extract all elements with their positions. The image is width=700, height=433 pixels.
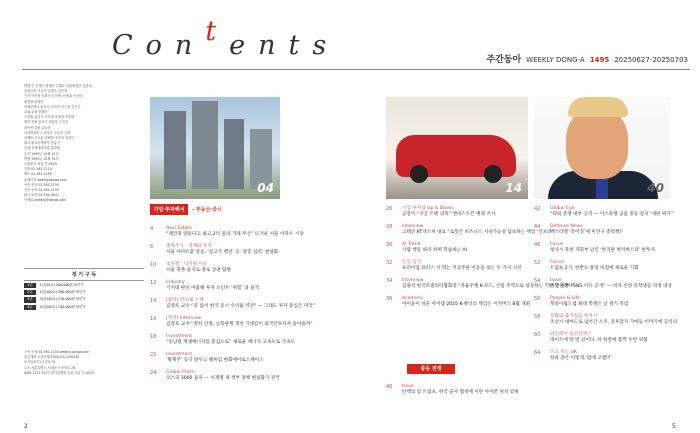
contents-entry[interactable] — [386, 260, 528, 272]
entry-headline: 공장이 “구글 트렌 의혹” 엔비스트픈 변경 조사 — [402, 212, 496, 217]
entry-page: 44 — [534, 224, 541, 230]
contents-entry[interactable] — [150, 352, 378, 364]
credit-line: 주소 서울특별시 서대문구 충정로 29 — [24, 365, 76, 370]
credit-line: 등록 1995년 12월 13일 — [24, 151, 59, 156]
entry-headline: 서울 북촌·을지로·종로 상권 탐방 — [166, 268, 231, 273]
cover-photo-apartments[interactable] — [150, 97, 280, 199]
credit-line: 광고 광고마케팅부 강흥구 — [24, 141, 60, 146]
credits-block — [24, 84, 144, 204]
credit-line: 등록번호 서울 가-0525 — [24, 162, 57, 167]
credit-line: ISSN 1227-2477 정기간행물 등록 서울 가-0525 — [24, 370, 94, 375]
issue-dates: 20250627-20250703 — [614, 56, 688, 64]
credit-line: 발행 1995년 12월 31일 — [24, 156, 59, 161]
contents-entry[interactable] — [534, 260, 676, 272]
entry-category: [정석] Interview — [166, 316, 202, 321]
credit-line: 구독 문의 02-361-1150 — [24, 188, 59, 193]
subscription-tag: 2년 — [24, 290, 36, 295]
entry-category: 초연결 · 디지털 이슈 — [166, 262, 208, 267]
entry-headline: 미국 정부 “SNS 이유 공개” — 비자 신청 유학생들 리정 대상 — [550, 284, 672, 289]
contents-entry[interactable] — [386, 384, 528, 396]
entry-category: 기업 투자업 Up & Down — [402, 206, 453, 211]
entry-page: 60 — [534, 332, 541, 338]
entry-category: 쓰고 먹는 UK — [550, 350, 578, 355]
entry-category: 돈의 심리 — [402, 260, 422, 265]
entry-headline: 김정호 교수 “정치 안정, 남북관계 개선 기대감이 외국인투자자 돌아올까” — [166, 322, 313, 327]
credit-line: 제작 지원 홍보기 최상봉 주진성 — [24, 120, 69, 125]
tower-shape — [164, 111, 186, 189]
entry-page: 18 — [150, 334, 157, 340]
entry-page: 54 — [534, 278, 541, 284]
contents-column-3 — [534, 206, 676, 368]
entry-category: Real Estate — [166, 226, 192, 231]
subscription-title: 정 기 구 독 — [24, 269, 144, 281]
entry-headline: 프리미엄 프러스 시 먹는 키코주관 이동을 보는 두 가지 시선 — [402, 266, 522, 271]
entry-page: 6 — [150, 244, 154, 250]
contents-entry[interactable] — [386, 296, 531, 308]
contents-entry[interactable] — [534, 332, 676, 344]
contents-entry[interactable] — [150, 316, 378, 328]
contents-column-2b — [386, 384, 528, 402]
credit-line: 독자 문의 02-361-1150 — [24, 182, 59, 187]
entry-page: 34 — [386, 278, 393, 284]
feature-tag: 중동 전쟁 — [407, 364, 455, 374]
entry-headline: 한와 같은 이렇게 ‘럼에 고랩이’ — [550, 356, 613, 361]
credit-line: 디지털플러스 정다운 구효진 김현 — [24, 130, 71, 135]
contents-entry[interactable] — [386, 242, 528, 254]
subscription-rows — [24, 283, 144, 310]
entry-category: Global Eye — [550, 206, 575, 211]
credit-line: 교열 교열 한혜진 — [24, 110, 48, 115]
entry-page: 56 — [534, 296, 541, 302]
contents-entry[interactable] — [150, 280, 378, 292]
photo-page-number: 14 — [505, 181, 522, 195]
credit-line: 홈페이지 weekly.donga.com — [24, 177, 67, 182]
wheel-shape — [484, 165, 502, 183]
entry-category: Global Prism — [166, 370, 195, 375]
entry-headline: “재건축 앞둔다고 최고 2억 올라 거래 무산” 뜨거운 서울 아파트 시장 — [166, 232, 304, 237]
subscription-box — [24, 268, 144, 312]
header-rule — [22, 69, 690, 70]
entry-headline: 김용석 한국모빌리티협회장 “자율주행 K-모드, 산업 주역으로 성장하는 기반 만들겠다” — [402, 284, 575, 289]
contents-entry[interactable] — [150, 370, 378, 382]
photo-page-number: 04 — [257, 181, 274, 195]
credit-line: 입금계좌 우리은행 1005-101-200200 — [24, 355, 80, 360]
contents-entry[interactable] — [386, 206, 528, 218]
contents-entry[interactable] — [534, 296, 676, 308]
entry-category: Interview — [402, 278, 424, 283]
entry-page: 40 — [386, 384, 393, 390]
tower-shape — [192, 101, 218, 189]
subscription-text: 4년(200호) 740,000원 할인가 — [39, 304, 86, 309]
entry-headline: “동남권 재생에너지를 중심으로” 새로운 에너지 고속도로 가속도 — [166, 340, 295, 345]
credit-line: 구독 신청 02-361-1150 weekly.donga.com — [24, 350, 90, 354]
contents-entry[interactable] — [150, 298, 378, 310]
entry-category: People & Life — [550, 296, 581, 301]
entry-headline: 탄핵의 암 트럼프, 한국 군사 협정에 이란 아이폰 위치 맞혀 — [402, 390, 519, 395]
credit-line: 동아일보사 (주간동아) — [24, 360, 56, 365]
section-label: 기업·투자백서 — [153, 207, 185, 213]
entry-category: Issue — [402, 384, 414, 389]
subscription-text: 2년(100호) 390,000원 할인가 — [39, 290, 86, 295]
contents-entry[interactable] — [534, 242, 676, 254]
contents-entry[interactable] — [150, 334, 378, 346]
credit-line: 이메일 weekly@donga.com — [24, 198, 67, 203]
entry-category: 와인레이 와인년첵스 — [550, 332, 592, 337]
subscription-tag: 1년 — [24, 283, 36, 288]
entry-category: Focus — [550, 242, 564, 247]
entry-headline: 기지대 판단 미흡해 투자 포인트 ‘위험’ 과 실적 — [166, 286, 260, 291]
page-folio-left: 2 — [24, 423, 28, 430]
entry-category: Defense News — [550, 224, 583, 229]
credit-line: 라이팅 출판 홍다운 — [24, 125, 51, 130]
subscription-tag: 3년 — [24, 297, 36, 302]
entry-page: 28 — [386, 224, 393, 230]
subscription-text: 1년(50호) 200,000원 할인가 — [39, 283, 84, 287]
subscription-row — [24, 297, 144, 302]
entry-headline: 청사시 북한 지휘부 날린 ‘한국판 벙커버스터’ 현무-5 — [550, 248, 656, 253]
credit-line: 팩스 02-361-1192 — [24, 172, 52, 177]
car-shape — [396, 135, 516, 177]
entry-category: Industry — [166, 280, 185, 285]
entry-category: 종목주식 · 경제와 투자 — [166, 244, 212, 249]
entry-headline: 아이돌이 바꾼 아이템 2025 K-뷰티의 핵심은 이커머스 8월 개최 — [402, 302, 531, 307]
section-sublabel: - 부동산·증시 — [192, 207, 222, 213]
contents-entry[interactable] — [534, 350, 676, 362]
subscription-tag: 4년 — [24, 305, 36, 310]
cover-photo-robotaxi[interactable] — [386, 97, 528, 199]
page-folio-right: 5 — [672, 423, 676, 430]
contents-entry[interactable] — [150, 226, 378, 238]
entry-page: 4 — [150, 226, 154, 232]
credit-line: 최진렬 최정민 — [24, 99, 44, 104]
credit-line: 발행 인 김재호 발행인 김재호 출판편집인 김종희 — [24, 84, 92, 88]
entry-headline: 이스라엘 ‘라이징’에 미연구 총력책? — [550, 230, 622, 235]
photo-page-number: 40 — [647, 181, 664, 195]
brand-name: 주간동아 — [486, 55, 522, 65]
entry-category: AI Trend — [402, 242, 421, 247]
entry-page: 42 — [534, 206, 541, 212]
edition-name: WEEKLY DONG-A — [526, 56, 585, 64]
credit-line: 마케팅 신우중 전혜영 조인서 장상이 — [24, 136, 75, 141]
entry-headline: 서울 아파트값 상승, ‘신고가 행진’ 등 ‘갈증 심리’ 현실화 — [166, 250, 279, 255]
entry-page: 24 — [150, 370, 157, 376]
cover-photo-portrait[interactable] — [534, 97, 670, 199]
credit-line: 출판국장 이주연 콘텐츠 김은경 — [24, 89, 68, 94]
contents-title: Contents — [112, 16, 340, 61]
entry-page: 36 — [386, 296, 393, 302]
entry-headline: 트럼프 2기, 한반도 통일 비전에 새로운 기회 — [550, 266, 639, 271]
contents-entry[interactable] — [150, 262, 378, 274]
entry-page: 22 — [150, 352, 157, 358]
entry-category: Investment — [166, 352, 193, 357]
credit-line: 미래콘텐츠 최지선 디자인 이주현 김은주 — [24, 104, 81, 109]
entry-headline: “타워 분쟁 내부 공격 — 이스라엘 공습 중동 질서 ‘새판 짜기’” — [550, 212, 675, 217]
face-shape — [566, 107, 628, 179]
hair-shape — [568, 97, 628, 117]
contents-column-1 — [150, 226, 378, 388]
entry-category: Issue — [550, 278, 562, 283]
entry-page: 10 — [150, 262, 157, 268]
contents-entry[interactable] — [534, 314, 676, 326]
entry-headline: 조선시 대마도로 넘어간 소주, 증후갑자 가마들 이야기에 공익의 — [550, 320, 678, 325]
entry-headline: 고태진 KT넥스처 대표 “로봇은 비즈니스 지속가능성 담보하는 핵심 ‘인프라’” — [402, 230, 556, 235]
entry-page: 64 — [534, 350, 541, 356]
credit-line: 인쇄 신세계데이타 출판팀 — [24, 146, 60, 151]
subscription-text: 3년(150호) 570,000원 할인가 — [39, 297, 86, 302]
entry-category: [정석] 반도체 소재 — [166, 298, 204, 303]
entry-page: 26 — [386, 206, 393, 212]
entry-page: 52 — [534, 260, 541, 266]
credit-line: 기자 이은정 송화선 김지현, 문영훈 이상미, — [24, 94, 84, 99]
entry-page: 14 — [150, 298, 157, 304]
subscription-row — [24, 290, 144, 295]
entry-category: Forum — [550, 260, 565, 265]
contents-entry[interactable] — [534, 206, 676, 218]
section-header — [150, 204, 280, 215]
subscription-row — [24, 305, 144, 310]
credit-line: 사진팀 홍중식 지호영 조영철 지호영 — [24, 115, 75, 120]
entry-headline: 데이트에 딱 번 선이다, 차 한잔에 홀짝 두번 위협 — [550, 338, 648, 343]
masthead — [486, 52, 688, 65]
contents-entry[interactable] — [534, 278, 676, 290]
issue-number: 1495 — [589, 56, 610, 64]
entry-page: 12 — [150, 280, 157, 286]
entry-headline: ‘황제주’ 등극 앞두고 밸류업 한화에어로스페이스 — [166, 358, 264, 363]
credit-line: 광고 문의 02-361-0947 — [24, 193, 59, 198]
entry-page: 58 — [534, 314, 541, 320]
entry-page: 30 — [386, 242, 393, 248]
entry-headline: 코스피 3000 돌파 — 이재명 새 정부 정책 현실화가 관건 — [166, 376, 280, 381]
tower-shape — [224, 119, 244, 189]
entry-page: 16 — [150, 316, 157, 322]
entry-headline: 북중이월드컵 최대 복병은 날 걸기 폭염 — [550, 302, 629, 307]
contents-entry[interactable] — [534, 224, 676, 236]
tower-shape — [250, 129, 272, 189]
credit-line: 전화 02-361-1114 — [24, 167, 52, 172]
entry-category: Interview — [402, 224, 424, 229]
entry-category: 문화와 출기업들 투자시 — [550, 314, 598, 319]
entry-page: 32 — [386, 260, 393, 266]
wheel-shape — [410, 165, 428, 183]
entry-category: Investment — [166, 334, 193, 339]
entry-page: 46 — [534, 242, 541, 248]
contents-entry[interactable] — [150, 244, 378, 256]
entry-headline: 김영록 교수 “중 롤이 한국 증시 수익률 역전” — 그래도 투자 중심은 미국” — [166, 304, 316, 309]
credits-block-2 — [24, 350, 144, 376]
entry-category: Academy — [402, 296, 424, 301]
entry-headline: 사람 행동 따라 하며 학습하는 AI — [402, 248, 468, 253]
subscription-row — [24, 283, 144, 288]
